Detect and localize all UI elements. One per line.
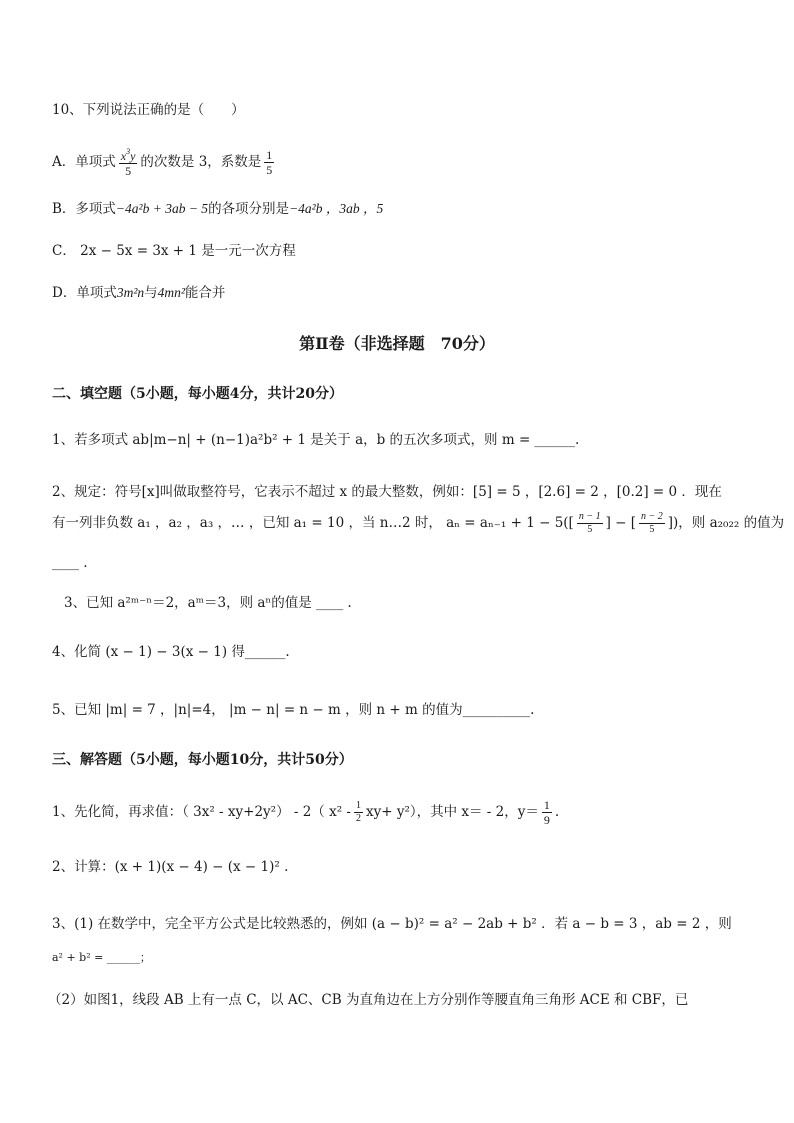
q10-option-a: A．单项式 $\frac{x^3y}{5}$ 的次数是 3，系数是 $\frac{1}{5}$ [52, 147, 273, 178]
solve-q3-line3: （2）如图1，线段 AB 上有一点 C，以 AC、CB 为直角边在上方分别作等腰直角三角形 ACE 和 CBF，已 [48, 992, 689, 1008]
fill-q2-line1: 2、规定：符号[x]叫做取整符号，它表示不超过 x 的最大整数，例如：[5] = 5 ，[2.6] = 2 ，[0.2] = 0 ．现在 [52, 484, 722, 500]
coefficient-fraction: $\frac{1}{5}$ [266, 148, 273, 177]
floor-fraction-2: $\frac{n - 2}{5}$ [641, 511, 663, 535]
monomial-fraction: $\frac{x^3y}{5}$ [120, 147, 136, 178]
solve-q1: 1、先化简，再求值：（ 3x² - xy+2y²） - 2（ x² - $\frac{1}{2}$ xy+ y²），其中 x＝ - 2，y＝ $\frac{1}{9}$ . [52, 798, 560, 827]
fill-q3: 3、已知 a²ᵐ⁻ⁿ＝2，aᵐ＝3，则 aⁿ的值是 ____ . [64, 595, 352, 611]
fill-q2-line2: 有一列非负数 a₁ ，a₂ ，a₃ ，… ，已知 a₁ = 10 ，当 n…2 时， aₙ = aₙ₋₁ + 1 − 5([ $\frac{n - 1}{5}$ ] − [ $\frac{n - 2}{5}$ ])，则 a₂₀₂₂ 的值为 [52, 511, 785, 535]
fill-q1: 1、若多项式 ab|m−n| + (n−1)a²b² + 1 是关于 a，b 的五次多项式，则 m = ______. [52, 432, 580, 448]
q10-option-d: D．单项式3m²n与4mn²能合并 [52, 285, 226, 301]
ninth-fraction: $\frac{1}{9}$ [543, 798, 550, 827]
fill-q4: 4、化简 (x − 1) − 3(x − 1) 得______. [52, 644, 290, 660]
part2-title: 第Ⅱ卷（非选择题 70分） [299, 334, 495, 353]
solve-heading: 三、解答题（5小题，每小题10分，共计50分） [52, 752, 353, 768]
q10-option-c: C． 2x − 5x = 3x + 1 是一元一次方程 [52, 243, 296, 259]
solve-q3-line2: a² + b² = ______； [52, 951, 151, 964]
solve-q3-line1: 3、(1) 在数学中，完全平方公式是比较熟悉的，例如 (a − b)² = a² − 2ab + b² ．若 a − b = 3 ，ab = 2 ，则 [52, 916, 732, 932]
floor-fraction-1: $\frac{n - 1}{5}$ [578, 511, 601, 535]
fill-heading: 二、填空题（5小题，每小题4分，共计20分） [52, 386, 343, 402]
q10-stem: 10、下列说法正确的是（ ） [52, 102, 245, 118]
solve-q2: 2、计算：(x + 1)(x − 4) − (x − 1)² . [52, 859, 289, 875]
fill-q5: 5、已知 |m| = 7 ，|n|=4， |m − n| = n − m ，则 n + m 的值为__________. [52, 702, 535, 718]
half-fraction: $\frac{1}{2}$ [355, 800, 361, 824]
fill-q2-line3: ____ . [52, 555, 88, 571]
q10-option-b: B．多项式−4a²b + 3ab − 5的各项分别是−4a²b ，3ab ，5 [52, 201, 384, 217]
